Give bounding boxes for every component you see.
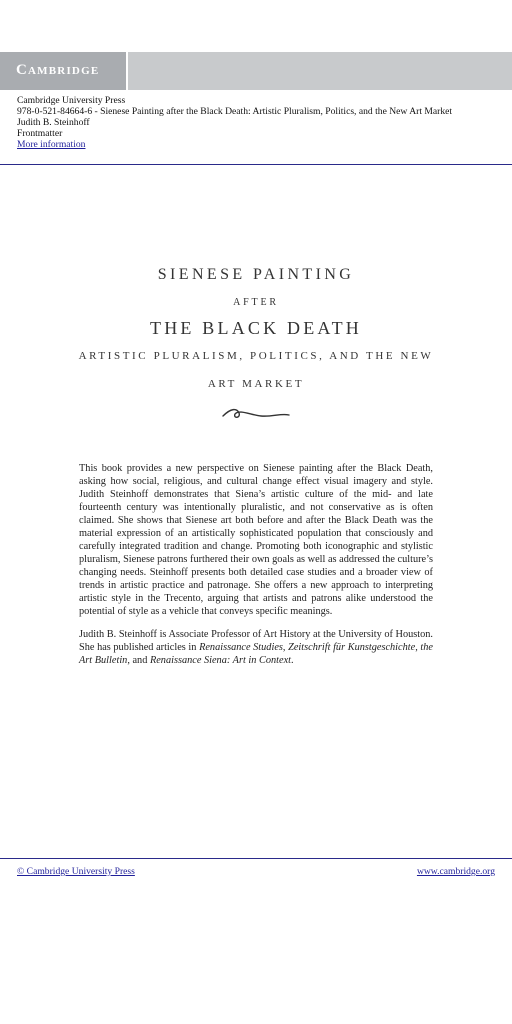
- description-paragraph: This book provides a new perspective on Sienese painting after the Black Death, asking how social, religious, and cultural change effect visual imagery and style. Judith Steinhoff demonstrates that Siena’s artistic culture of the mid- and late fourteenth century was intentionally pluralistic, and not conservative as is often claimed. She shows that Sienese art both before and after the Black Death was the material expression of an artistically sophisticated population that consciously and carefully integrated tradition and change. Promoting both iconographic and stylistic pluralism, Sienese patrons furthered their own goals as well as addressed the culture’s changing needs. Steinhoff presents both detailed case studies and a broader view of trends in artistic practice and patronage. She offers a new approach to interpreting artistic style in the Trecento, arguing that artists and patrons alike understood the potential of style as a vehicle that conveys specific meanings.: [79, 463, 433, 617]
- header-rule: [0, 164, 512, 165]
- title-line-2: AFTER: [233, 297, 279, 308]
- footer-rule: [0, 858, 512, 859]
- brand-text: Cambridge: [16, 62, 100, 78]
- book-metadata: [17, 95, 497, 150]
- title-line-1: SIENESE PAINTING: [157, 266, 355, 283]
- flourish-ornament-icon: [221, 405, 291, 425]
- cambridge-logo[interactable]: [0, 52, 126, 90]
- subtitle-line-2: ART MARKET: [207, 378, 305, 390]
- subtitle-line-1: ARTISTIC PLURALISM, POLITICS, AND THE NEW: [78, 350, 434, 362]
- banner-divider: [126, 52, 128, 90]
- more-information-link[interactable]: More information: [17, 139, 86, 150]
- isbn-title-line: 978-0-521-84664-6 - Sienese Painting after the Black Death: Artistic Pluralism, Politics, and the New Art Market: [17, 106, 453, 117]
- author-line: Judith B. Steinhoff: [17, 117, 90, 128]
- section-line: Frontmatter: [17, 128, 63, 139]
- title-line-3: THE BLACK DEATH: [150, 318, 362, 338]
- book-description: [79, 462, 433, 677]
- author-bio-paragraph: Judith B. Steinhoff is Associate Professor of Art History at the University of Houston. She has published articles in Renaissance Studies, Zeitschrift für Kunstgeschichte, the Art Bulletin, and Renaissance Siena: Art in Context.: [79, 629, 433, 666]
- website-link[interactable]: www.cambridge.org: [416, 866, 495, 877]
- publisher-line: Cambridge University Press: [17, 95, 126, 106]
- header-banner: [0, 52, 512, 90]
- copyright-link[interactable]: © Cambridge University Press: [17, 866, 135, 877]
